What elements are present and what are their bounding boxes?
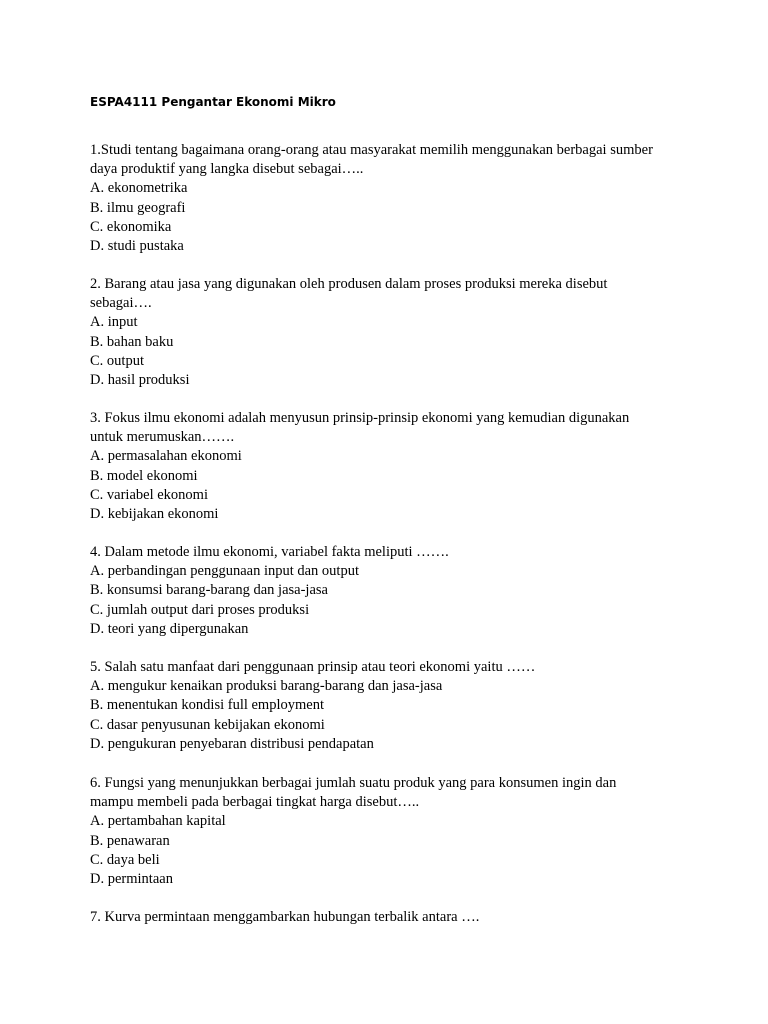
question-6-option-b: B. penawaran [90,832,170,849]
question-5-text-line-1: 5. Salah satu manfaat dari penggunaan prinsip atau teori ekonomi yaitu …… [90,659,536,675]
question-1-option-d: D. studi pustaka [90,237,184,254]
question-4-text-line-1: 4. Dalam metode ilmu ekonomi, variabel fakta meliputi ……. [90,544,449,560]
question-6-option-d: D. permintaan [90,870,173,887]
document-title: ESPA4111 Pengantar Ekonomi Mikro [90,95,336,109]
question-6-option-c: C. daya beli [90,851,160,868]
question-2-option-a: A. input [90,314,138,331]
question-1-option-b: B. ilmu geografi [90,199,186,216]
question-3-option-c: C. variabel ekonomi [90,486,208,503]
question-4-option-a: A. perbandingan penggunaan input dan output [90,563,359,580]
question-6 [90,774,690,889]
question-2-option-b: B. bahan baku [90,333,174,350]
question-1 [90,141,690,256]
question-3-option-d: D. kebijakan ekonomi [90,505,219,522]
question-1-option-a: A. ekonometrika [90,180,188,197]
question-4 [90,543,690,639]
question-5-option-d: D. pengukuran penyebaran distribusi pendapatan [90,735,374,752]
question-3-option-b: B. model ekonomi [90,467,198,484]
question-5-option-a: A. mengukur kenaikan produksi barang-barang dan jasa-jasa [90,678,443,695]
question-6-text-line-2: mampu membeli pada berbagai tingkat harga disebut….. [90,794,420,811]
question-2-text-line-1: 2. Barang atau jasa yang digunakan oleh produsen dalam proses produksi mereka disebut [90,276,608,292]
question-4-option-c: C. jumlah output dari proses produksi [90,601,310,618]
question-2 [90,275,690,390]
question-5 [90,658,690,754]
question-1-text-line-2: daya produktif yang langka disebut sebagai….. [90,161,364,178]
question-4-option-b: B. konsumsi barang-barang dan jasa-jasa [90,582,328,599]
question-5-option-b: B. menentukan kondisi full employment [90,697,324,714]
question-7-text-line-1: 7. Kurva permintaan menggambarkan hubungan terbalik antara …. [90,909,480,925]
question-6-option-a: A. pertambahan kapital [90,813,226,830]
question-3-option-a: A. permasalahan ekonomi [90,448,242,465]
question-7 [90,908,690,927]
question-5-option-c: C. dasar penyusunan kebijakan ekonomi [90,716,325,733]
question-6-text-line-1: 6. Fungsi yang menunjukkan berbagai jumlah suatu produk yang para konsumen ingin dan [90,775,617,791]
question-2-text-line-2: sebagai…. [90,295,152,312]
question-1-text-line-1: 1.Studi tentang bagaimana orang-orang atau masyarakat memilih menggunakan berbagai sumber [90,142,653,158]
question-1-option-c: C. ekonomika [90,218,172,235]
question-3-text-line-1: 3. Fokus ilmu ekonomi adalah menyusun prinsip-prinsip ekonomi yang kemudian digunakan [90,410,630,426]
question-2-option-d: D. hasil produksi [90,371,190,388]
question-3-text-line-2: untuk merumuskan……. [90,429,235,446]
question-3 [90,409,690,524]
question-4-option-d: D. teori yang dipergunakan [90,620,249,637]
question-2-option-c: C. output [90,352,144,369]
